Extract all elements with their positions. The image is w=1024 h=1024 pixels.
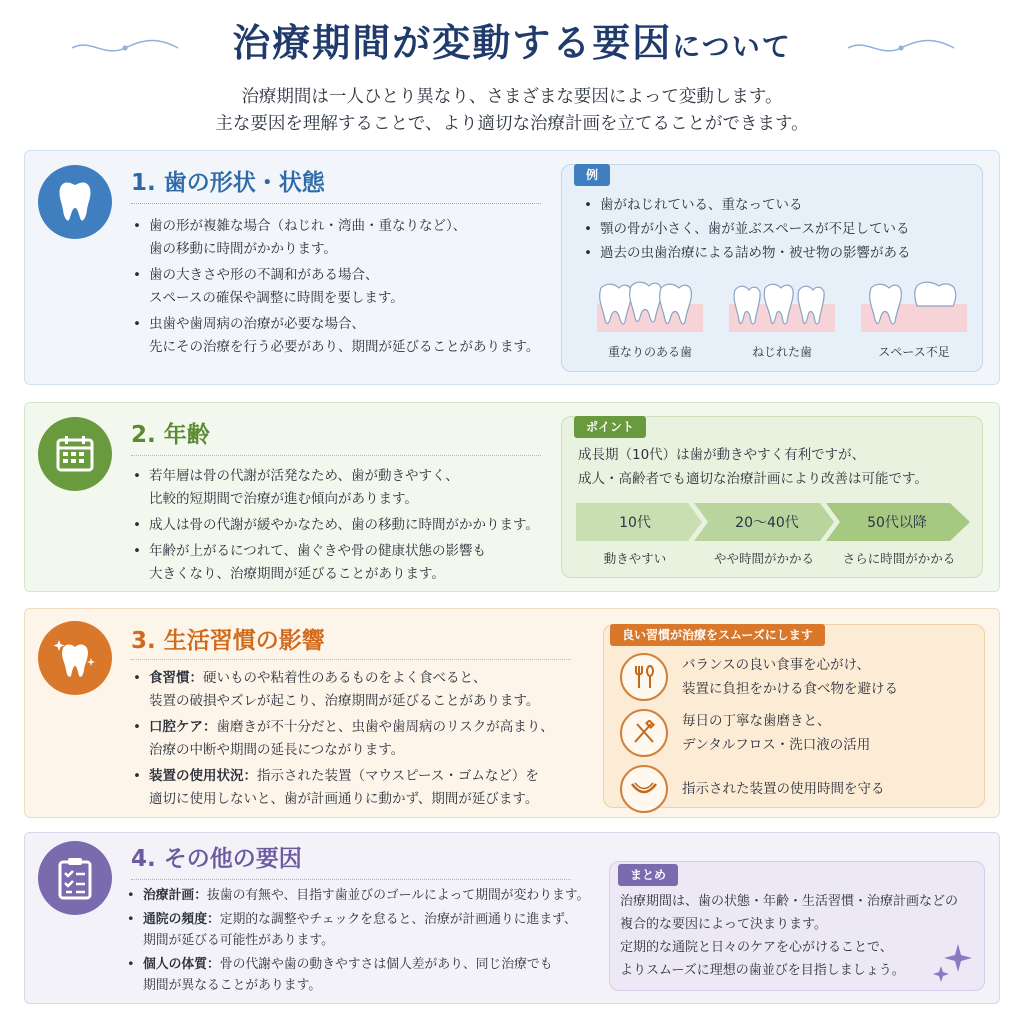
list-item: • 成人は骨の代謝が緩やかなため、歯の移動に時間がかかります。 (131, 514, 539, 537)
tooth-icon (38, 165, 112, 239)
list-item: • 若年層は骨の代謝が活発なため、歯が動きやすく、 比較的短期間で治療が進む傾向があります。 (131, 465, 539, 511)
habit-row (620, 765, 885, 813)
list-item: • 顎の骨が小さく、歯が並ぶスペースが不足している (584, 217, 911, 241)
section-title (131, 419, 210, 451)
section-lifestyle (24, 608, 1000, 818)
sparkle-icon (932, 940, 974, 982)
bullet-list (125, 885, 589, 999)
list-item: • 過去の虫歯治療による詰め物・被せ物の影響がある (584, 241, 911, 265)
list-item: • 食習慣：硬いものや粘着性のあるものをよく食べると、 装置の破損やズレが起こり、治療期間が延びることがあります。 (131, 667, 554, 713)
age-step-caption: さらに時間がかかる (842, 551, 956, 566)
list-item: • 個人の体質：骨の代謝や歯の動きやすさは個人差があり、同じ治療でも 期間が異なることがあります。 (125, 954, 589, 996)
sparkle-tooth-icon (38, 621, 112, 695)
example-list (584, 193, 911, 265)
crowding-teeth-figure (854, 280, 974, 360)
subtitle-line-2: 主な要因を理解することで、より適切な治療計画を立てることができます。 (215, 114, 809, 134)
clipboard-icon (38, 841, 112, 915)
age-step-label: 10代 (619, 515, 651, 531)
list-item: • 虫歯や歯周病の治療が必要な場合、 先にその治療を行う必要があり、期間が延びることがあります。 (131, 313, 539, 359)
age-step-caption: 動きやすい (603, 551, 667, 566)
twisted-teeth-figure (722, 280, 842, 360)
summary-text: 治療期間は、歯の状態・年齢・生活習慣・治療計画などの 複合的な要因によって決まります。 定期的な通院と日々のケアを心がけることで、 よりスムーズに理想の歯並びを目指しましょう。 (620, 894, 959, 978)
panel-tag: 良い習慣が治療をスムーズにします (610, 624, 825, 646)
list-item: • 装置の使用状況：指示された装置（マウスピース・ゴムなど）を 適切に使用しないと、歯が計画通りに動かず、期間が延びます。 (131, 765, 554, 811)
panel-tag: ポイント (574, 416, 646, 438)
bullet-list (131, 667, 554, 814)
section-number: 2. (131, 422, 156, 448)
list-item: • 歯の形が複雑な場合（ねじれ・湾曲・重なりなど）、 歯の移動に時間がかかります。 (131, 215, 539, 261)
panel-tag: 例 (574, 164, 610, 186)
point-panel (561, 416, 983, 578)
aligner-icon (620, 765, 668, 813)
divider (131, 879, 571, 880)
list-item: • 治療計画：抜歯の有無や、目指す歯並びのゴールによって期間が変わります。 (125, 885, 589, 906)
bullet-list (131, 215, 539, 362)
twisted-teeth-icon (727, 280, 837, 340)
point-text: 成長期（10代）は歯が動きやすく有利ですが、 成人・高齢者でも適切な治療計画により改善は可能です。 (578, 447, 928, 487)
fork-spoon-icon (620, 653, 668, 701)
habit-row (620, 653, 898, 701)
section-title-text: 生活習慣の影響 (163, 628, 325, 654)
bullet-list (131, 465, 539, 589)
figure-caption: ねじれた歯 (751, 345, 812, 359)
summary-panel (609, 861, 985, 991)
figure-caption: 重なりのある歯 (607, 345, 692, 359)
section-tooth-shape (24, 150, 1000, 385)
list-item: • 歯の大きさや形の不調和がある場合、 スペースの確保や調整に時間を要します。 (131, 264, 539, 310)
section-number: 3. (131, 628, 156, 654)
figure-caption: スペース不足 (878, 345, 950, 359)
panel-tag: まとめ (618, 864, 678, 886)
section-title-text: その他の要因 (163, 846, 302, 872)
section-number: 1. (131, 170, 156, 196)
divider (131, 659, 571, 660)
habit-row (620, 709, 870, 757)
page-title-suffix: について (672, 30, 792, 63)
section-title-text: 年齢 (163, 422, 210, 448)
age-step-label: 20〜40代 (735, 515, 799, 531)
section-number: 4. (131, 846, 156, 872)
section-title (131, 843, 302, 875)
section-title-text: 歯の形状・状態 (163, 170, 325, 196)
divider (131, 203, 541, 204)
list-item: • 口腔ケア：歯磨きが不十分だと、虫歯や歯周病のリスクが高まり、 治療の中断や期間の延長につながります。 (131, 716, 554, 762)
good-habits-panel (603, 624, 985, 808)
list-item: • 歯がねじれている、重なっている (584, 193, 911, 217)
habit-text: バランスの良い食事を心がけ、 装置に負担をかける食べ物を避ける (682, 657, 898, 697)
age-step-caption: やや時間がかかる (713, 551, 814, 566)
divider (131, 455, 541, 456)
crowding-teeth-icon (859, 280, 969, 340)
list-item: • 通院の頻度：定期的な調整やチェックを怠ると、治療が計画通りに進まず、 期間が延びる可能性があります。 (125, 909, 589, 951)
age-progress-arrow (576, 503, 972, 541)
example-panel (561, 164, 983, 372)
habit-text: 毎日の丁寧な歯磨きと、 デンタルフロス・洗口液の活用 (682, 713, 871, 753)
habit-text: 指示された装置の使用時間を守る (682, 781, 885, 797)
list-item: • 年齢が上がるにつれて、歯ぐきや骨の健康状態の影響も 大きくなり、治療期間が延びることがあります。 (131, 540, 539, 586)
section-title (131, 167, 325, 199)
page-header (0, 0, 1024, 150)
right-flourish-icon (846, 36, 956, 60)
calendar-icon (38, 417, 112, 491)
toothbrush-icon (620, 709, 668, 757)
section-other-factors (24, 832, 1000, 1004)
subtitle-line-1: 治療期間は一人ひとり異なり、さまざまな要因によって変動します。 (241, 87, 783, 107)
page-title-main: 治療期間が変動する要因 (232, 20, 673, 65)
section-title (131, 625, 325, 657)
overlapping-teeth-icon (595, 280, 705, 340)
overlapping-teeth-figure (590, 280, 710, 360)
age-step-label: 50代以降 (867, 515, 927, 531)
section-age (24, 402, 1000, 592)
